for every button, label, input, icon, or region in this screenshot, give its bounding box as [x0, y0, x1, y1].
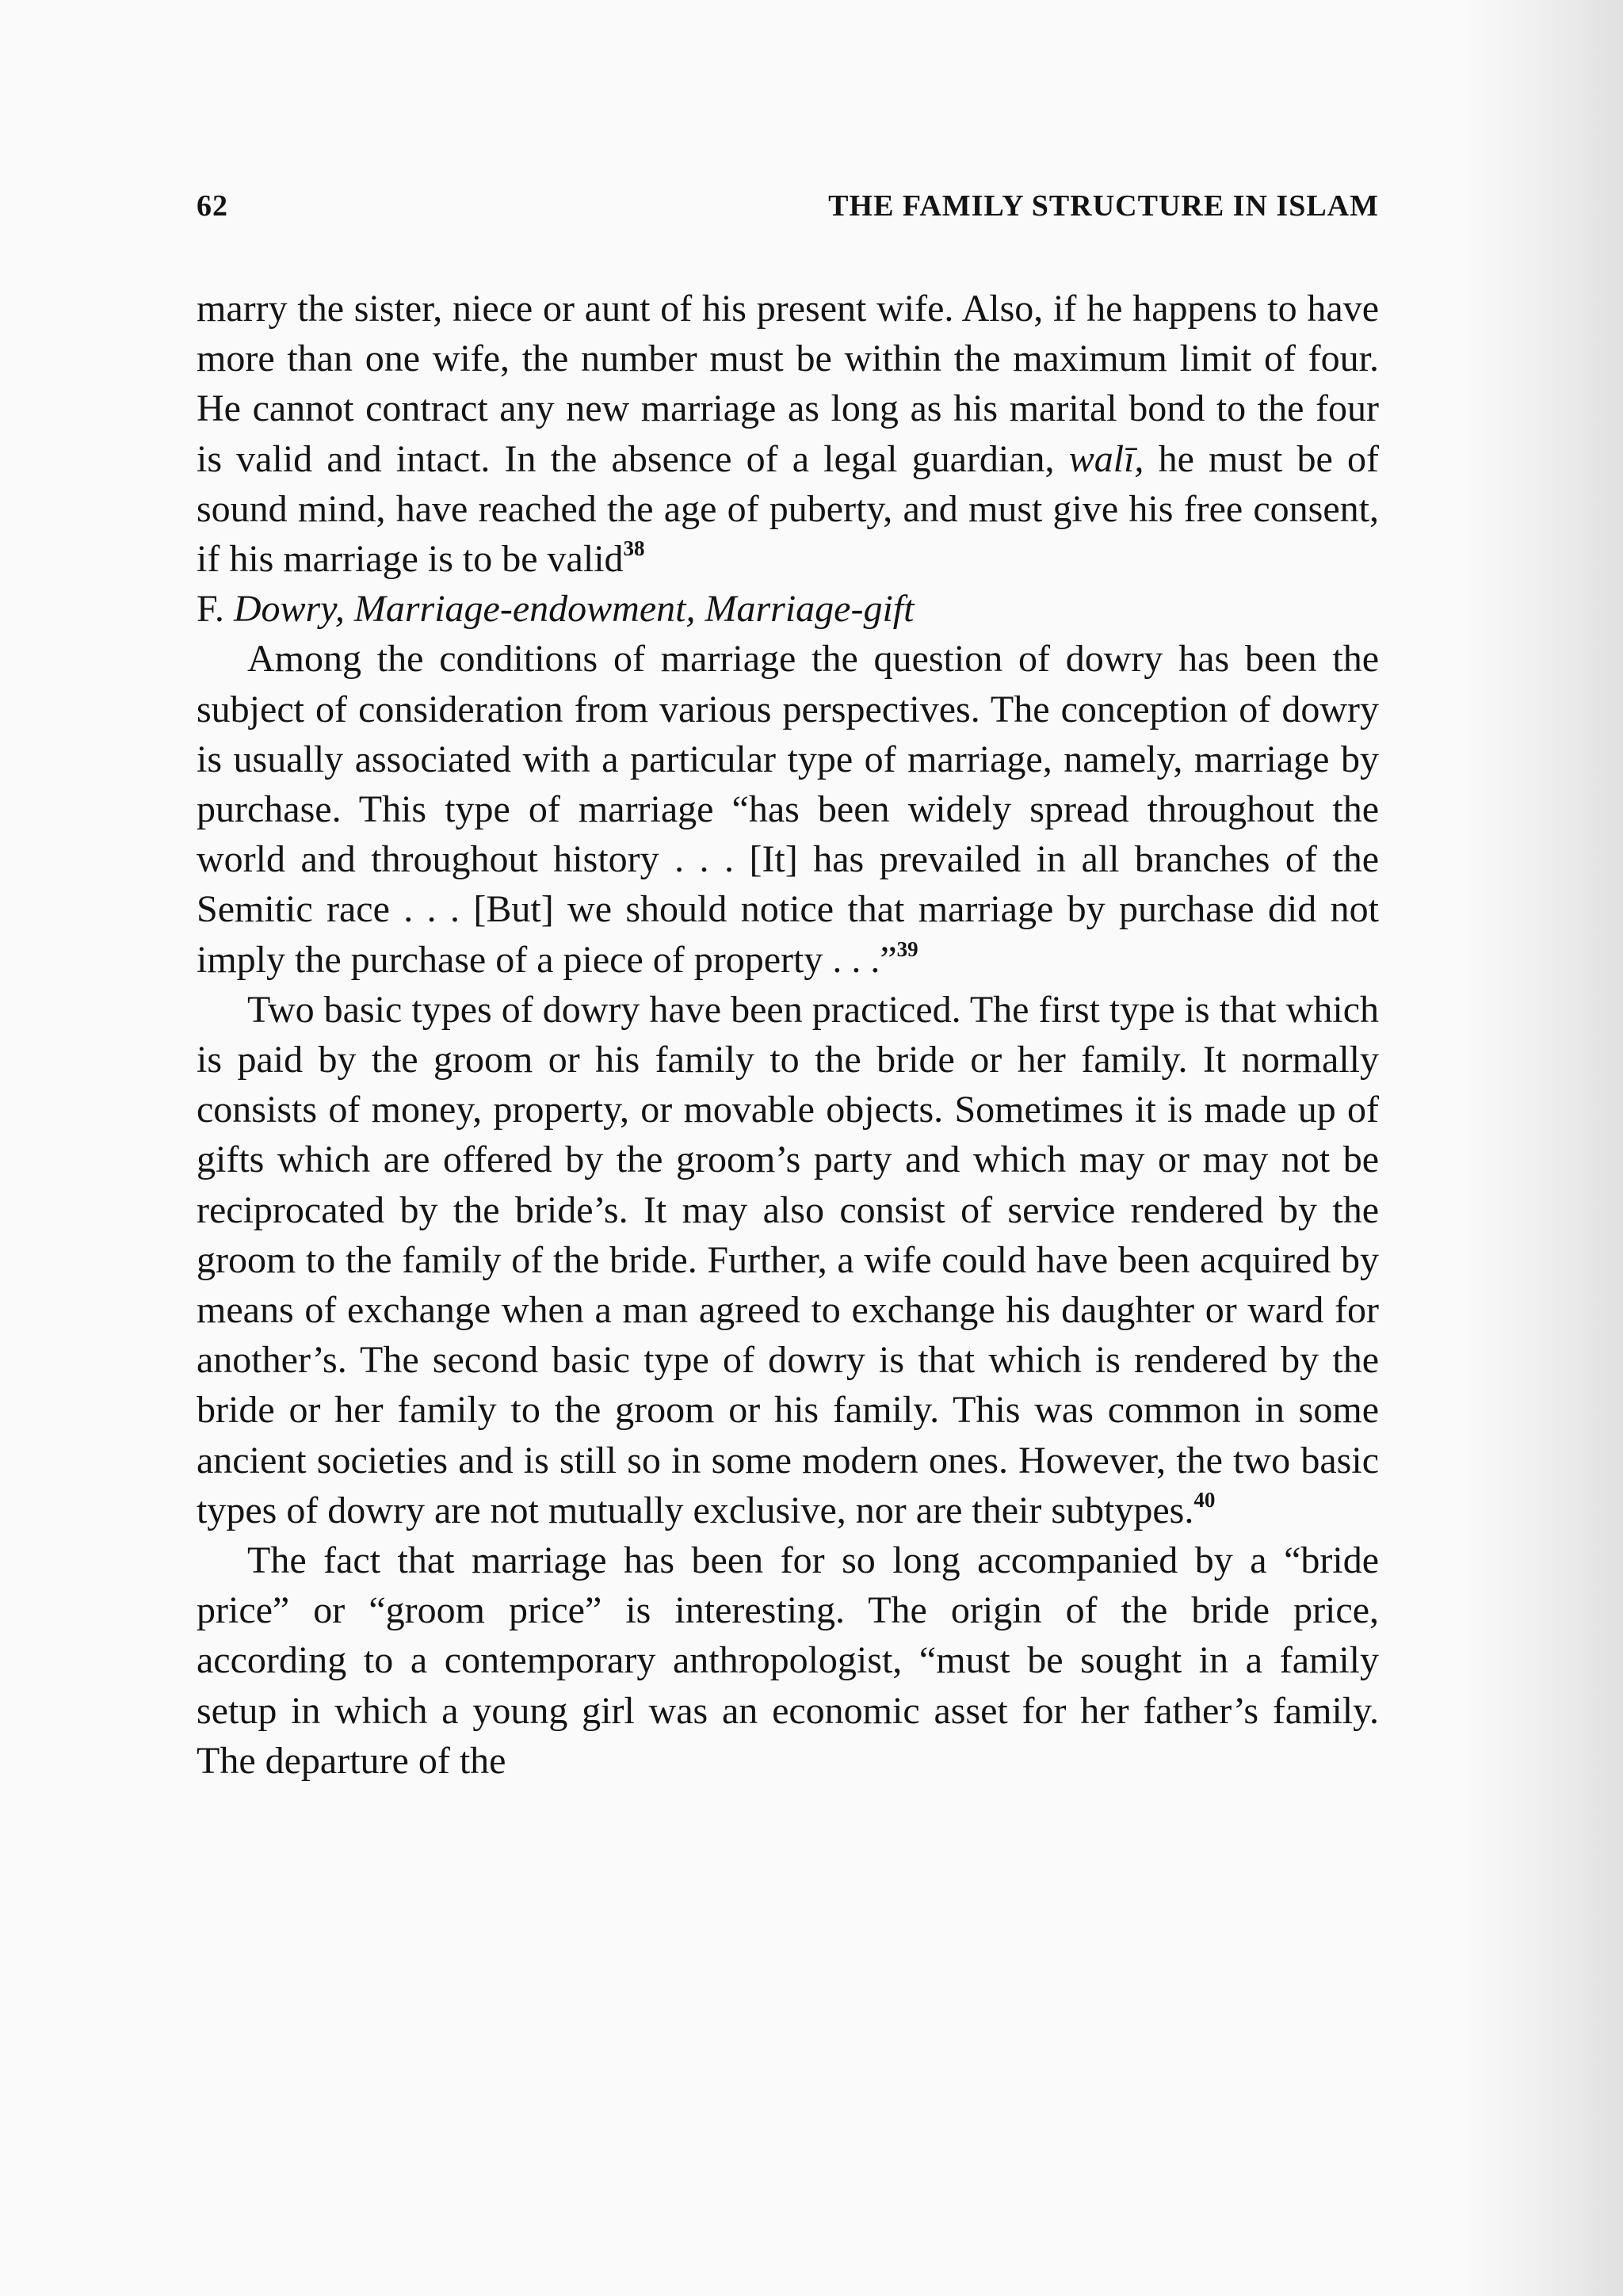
paragraph-text: The fact that marriage has been for so long accompanied by a “bride price” or “groom price” is interesting. The origin of the bride price, according to a contemporary anthropologist, “must be sought in a family setup in which a young girl was an economic asset for her father’s family. The departure of the — [197, 1539, 1379, 1782]
page-header — [197, 181, 1379, 228]
running-head: THE FAMILY STRUCTURE IN ISLAM — [828, 189, 1379, 223]
paragraph-text: Two basic types of dowry have been practiced. The first type is that which is paid by the groom or his family to the bride or her family. It normally consists of money, property, or movable objects. Sometimes it is made up of gifts which are offered by the groom’s party and which may or may not be reciprocated by the bride’s. It may also consist of service rendered by the groom to the family of the bride. Further, a wife could have been acquired by means of exchange when a man agreed to exchange his daughter or ward for another’s. The second basic type of dowry is that which is rendered by the bride or her family to the groom or his family. This was common in some ancient societies and is still so in some modern ones. However, the two basic types of dowry are not mutually exclusive, nor are their subtypes. — [197, 988, 1379, 1531]
footnote-ref-40: 40 — [1193, 1487, 1216, 1512]
section-heading — [197, 584, 1379, 634]
paragraph-bride-price — [197, 1535, 1379, 1786]
paragraph-dowry-conception — [197, 634, 1379, 984]
footnote-ref-39: 39 — [896, 936, 918, 961]
paragraph-text: marry the sister, niece or aunt of his present wife. Also, if he happens to have more than one wife, the number must be within the maximum limit of four. He cannot contract any new marriage as long as his marital bond to the four is valid and intact. In the absence of a legal guardian, — [197, 288, 1379, 480]
paragraph-text: he must be of sound mind, have reached the age of puberty, and must give his free consent, if his marriage is to be valid — [197, 437, 1379, 581]
paragraph-dowry-types — [197, 985, 1379, 1535]
body-text — [197, 284, 1379, 1786]
page-number: 62 — [197, 189, 228, 223]
page-edge-shadow — [1465, 0, 1623, 2296]
wali-term: walī, — [1068, 437, 1144, 480]
paragraph-marriage-conditions — [197, 284, 1379, 584]
section-title: Dowry, Marriage-endowment, Marriage-gift — [233, 588, 915, 631]
paragraph-text: Among the conditions of marriage the question of dowry has been the subject of consideration from various perspectives. The conception of dowry is usually associated with a particular type of marriage, namely, marriage by purchase. This type of marriage “has been widely spread throughout the world and throughout history . . . [It] has prevailed in all branches of the Semitic race . . . [But] we should notice that marriage by purchase did not imply the purchase of a piece of property . . .” — [197, 638, 1379, 981]
section-letter: F. — [197, 588, 224, 631]
footnote-ref-38: 38 — [623, 536, 645, 561]
